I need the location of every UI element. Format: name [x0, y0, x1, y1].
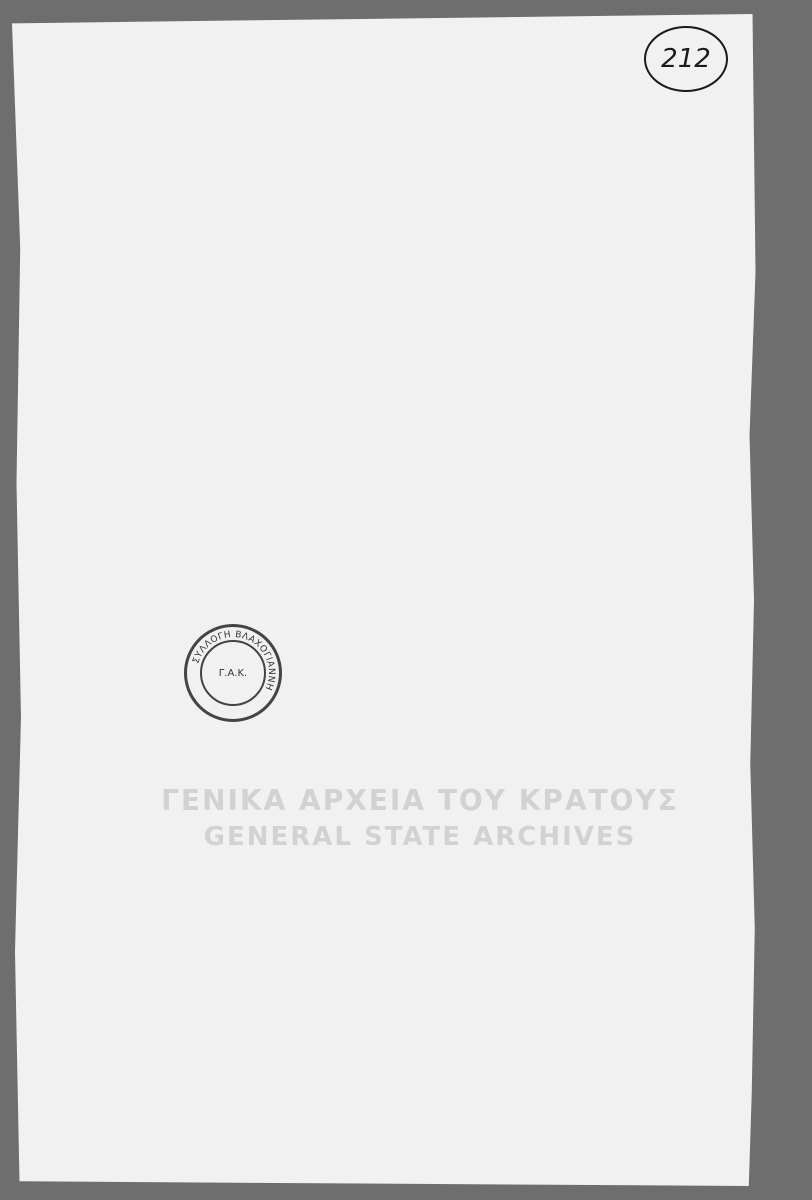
folio-number: 212	[644, 26, 728, 92]
stamp-ring-label: ΣΥΛΛΟΓΗ ΒΛΑΧΟΓΙΑΝΝΗ	[191, 629, 277, 692]
archive-stamp	[184, 624, 282, 722]
stamp-center-text: Γ.Α.Κ.	[218, 667, 248, 679]
document-page	[12, 14, 760, 1186]
stamp-ring-text	[187, 627, 279, 719]
watermark-english: GENERAL STATE ARCHIVES	[203, 822, 637, 852]
svg-text:ΣΥΛΛΟΓΗ ΒΛΑΧΟΓΙΑΝΝΗ	[191, 630, 276, 692]
watermark-greek: ΓΕΝΙΚΑ ΑΡΧΕΙΑ ΤΟΥ ΚΡΑΤΟΥΣ	[161, 784, 679, 817]
